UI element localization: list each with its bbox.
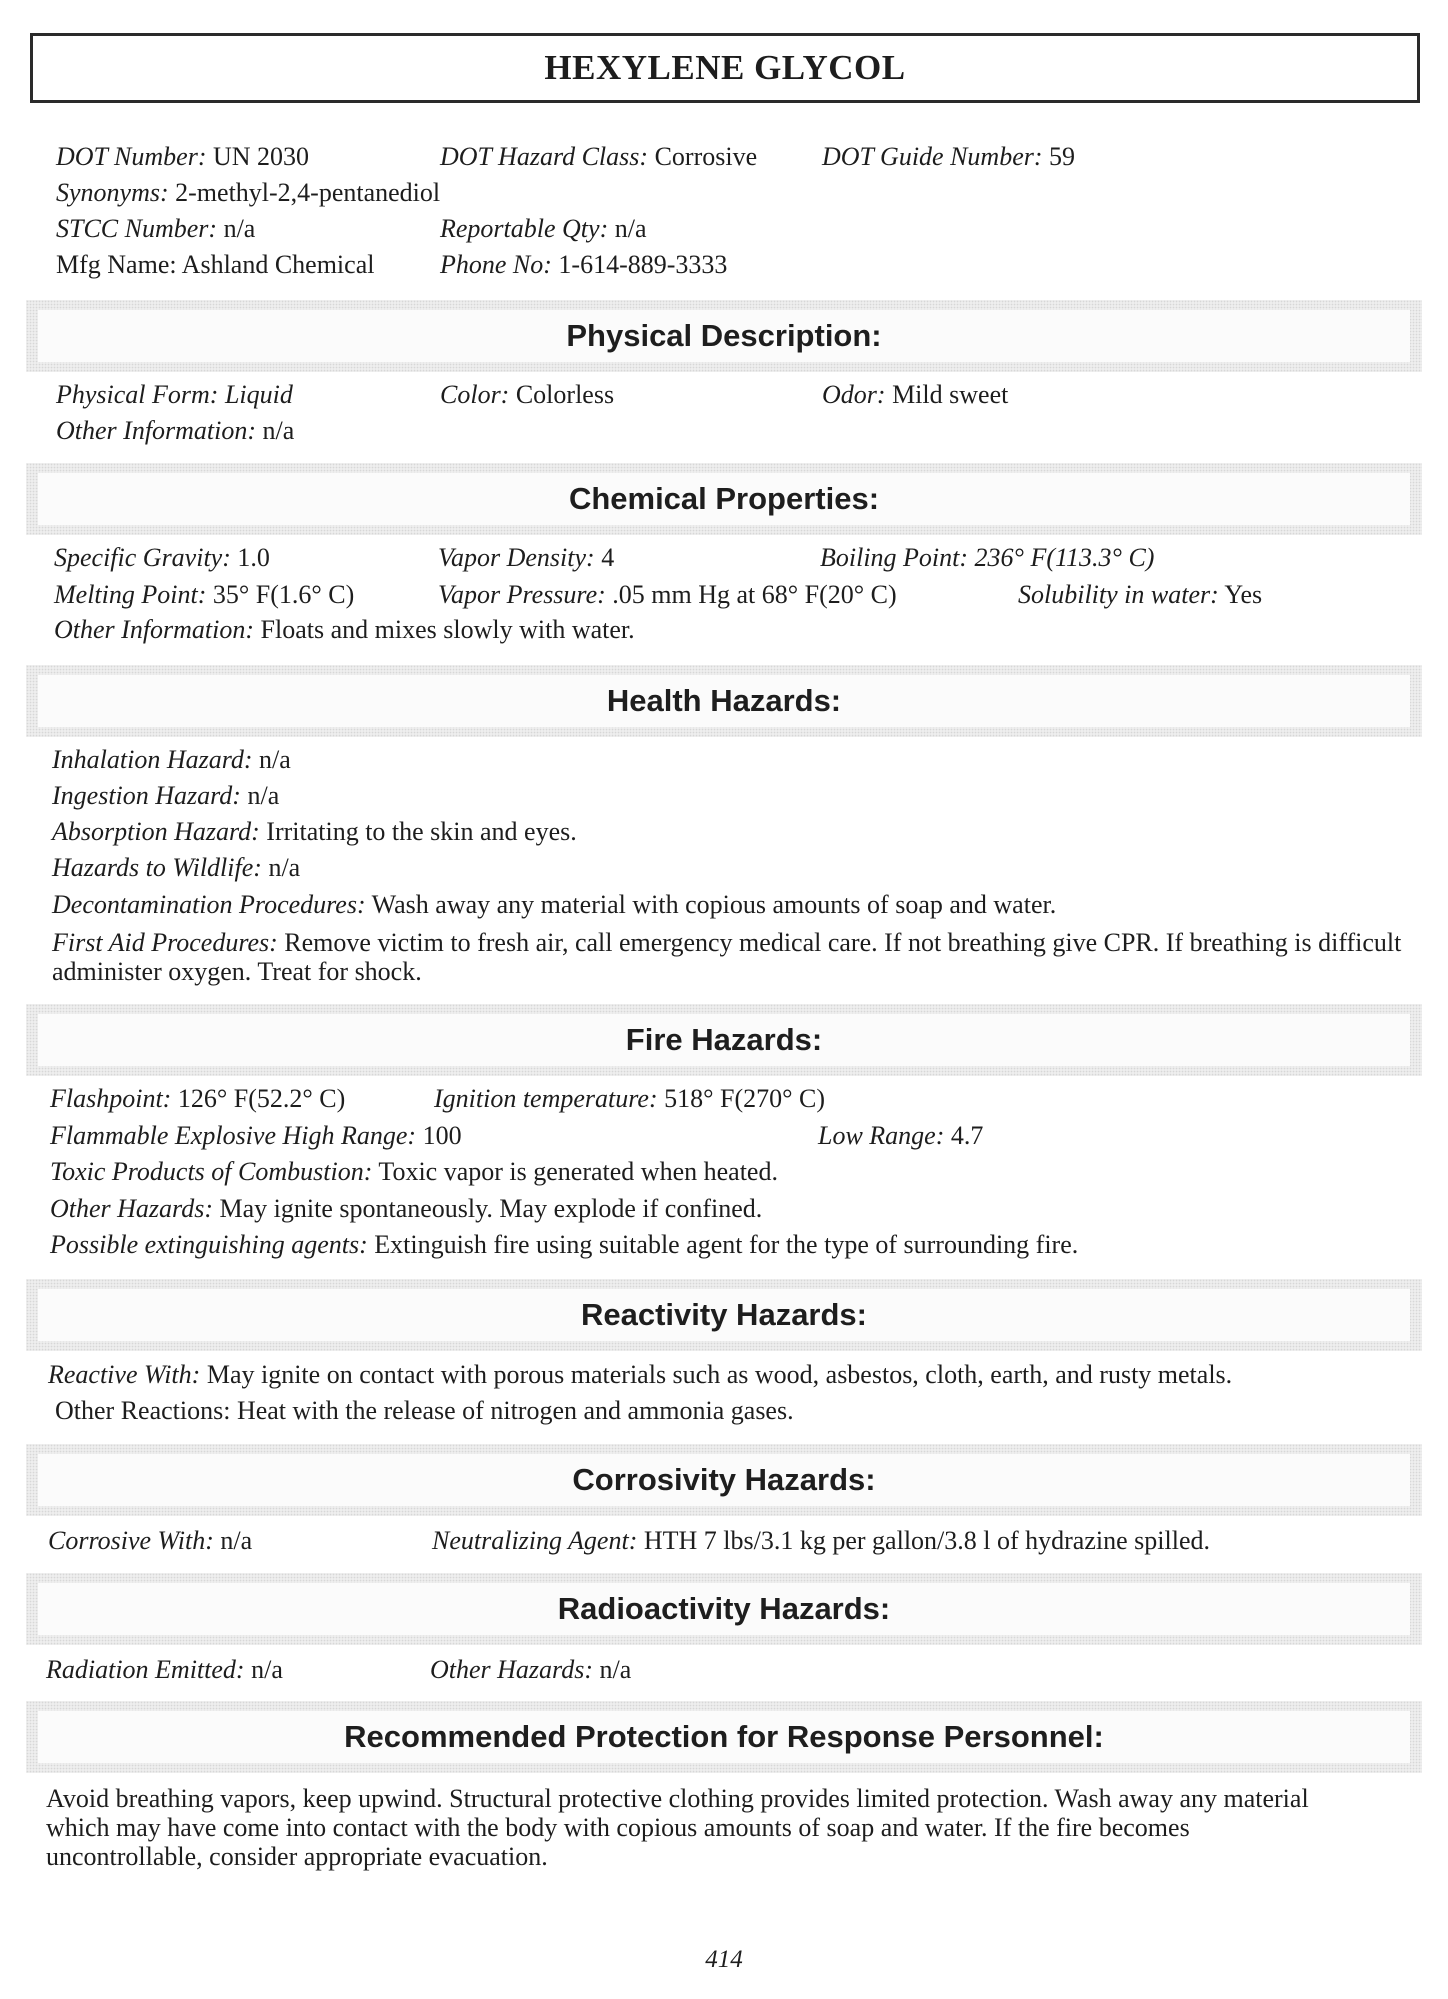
solubility-field [1018, 580, 1262, 610]
boiling-point-field [820, 543, 1154, 573]
field-label: Vapor Density: [438, 543, 595, 572]
section-title: Chemical Properties: [568, 481, 880, 516]
field-value: Ashland Chemical [181, 250, 375, 279]
extinguishing-agents-field [50, 1230, 1078, 1260]
dot-number-field [56, 142, 309, 172]
color-field [440, 380, 614, 410]
section-title: Reactivity Hazards: [580, 1297, 867, 1332]
field-value: UN 2030 [212, 142, 310, 171]
field-label: Flammable Explosive High Range: [50, 1121, 417, 1150]
field-value: 1.0 [237, 543, 270, 572]
field-value: 4.7 [950, 1121, 984, 1150]
field-value: 59 [1049, 142, 1076, 171]
dot-hazard-class-field [440, 142, 757, 172]
field-value: .05 mm Hg at 68° F(20° C) [612, 580, 897, 609]
field-label: Ignition temperature: [434, 1084, 658, 1113]
wildlife-field [52, 853, 300, 883]
section-title: Corrosivity Hazards: [572, 1462, 876, 1497]
section-header-protection [26, 1701, 1422, 1773]
field-label: Possible extinguishing agents: [50, 1230, 368, 1259]
field-value: 2-methyl-2,4-pentanediol [175, 178, 441, 207]
field-value: n/a [599, 1655, 632, 1684]
section-title: Physical Description: [566, 318, 882, 353]
field-value: Extinguish fire using suitable agent for the type of surrounding fire. [374, 1230, 1079, 1259]
field-value: Heat with the release of nitrogen and ammonia gases. [236, 1396, 794, 1425]
section-title: Recommended Protection for Response Personnel: [344, 1719, 1104, 1754]
section-header-health [26, 665, 1422, 737]
field-value: n/a [268, 853, 301, 882]
field-value: HTH 7 lbs/3.1 kg per gallon/3.8 l of hydrazine spilled. [643, 1526, 1210, 1555]
odor-field [822, 380, 1008, 410]
vapor-density-field [438, 543, 614, 573]
title-box [30, 33, 1420, 103]
low-range-field [818, 1121, 983, 1151]
synonyms-field [56, 178, 440, 208]
field-label: Hazards to Wildlife: [52, 853, 262, 882]
field-label: Radiation Emitted: [46, 1655, 245, 1684]
field-value: Irritating to the skin and eyes. [266, 817, 577, 846]
reactive-with-field [48, 1360, 1232, 1390]
field-value: Corrosive [654, 142, 758, 171]
section-header-corrosivity [26, 1444, 1422, 1516]
field-value: Liquid [224, 380, 293, 409]
field-label: Vapor Pressure: [438, 580, 606, 609]
document-title: HEXYLENE GLYCOL [544, 48, 906, 87]
field-value: n/a [614, 214, 647, 243]
field-label: Other Information: [54, 615, 255, 644]
other-reactions-field [55, 1396, 794, 1426]
section-header-reactivity [26, 1279, 1422, 1351]
specific-gravity-field [54, 543, 270, 573]
field-label: Toxic Products of Combustion: [50, 1157, 373, 1186]
corrosive-with-field [48, 1526, 252, 1556]
melting-point-field [54, 580, 354, 610]
field-label: Boiling Point: [820, 543, 969, 572]
field-label: Other Hazards: [430, 1655, 593, 1684]
field-value: 35° F(1.6° C) [212, 580, 355, 609]
radioactivity-other-hazards-field [430, 1655, 631, 1685]
field-value: 126° F(52.2° C) [177, 1084, 346, 1113]
ignition-temperature-field [434, 1084, 825, 1114]
field-label: Odor: [822, 380, 886, 409]
vapor-pressure-field [438, 580, 897, 610]
field-label: Decontamination Procedures: [52, 890, 366, 919]
toxic-products-field [50, 1157, 778, 1187]
phone-no-field [440, 250, 727, 280]
field-value: Floats and mixes slowly with water. [260, 615, 635, 644]
physical-form-field [56, 380, 293, 410]
field-label: Other Reactions: [55, 1396, 231, 1425]
field-value: Colorless [515, 380, 615, 409]
field-label: Mfg Name: [56, 250, 177, 279]
field-label: Specific Gravity: [54, 543, 231, 572]
high-range-field [50, 1121, 462, 1151]
field-value: 4 [601, 543, 615, 572]
field-label: Solubility in water: [1018, 580, 1219, 609]
field-label: Ingestion Hazard: [52, 781, 241, 810]
field-label: Other Information: [56, 416, 257, 445]
first-aid-field [52, 928, 1412, 986]
field-label: Melting Point: [54, 580, 207, 609]
section-header-physical [26, 300, 1422, 372]
field-label: DOT Hazard Class: [440, 142, 649, 171]
decontamination-field [52, 890, 1056, 920]
chemical-other-field [54, 615, 635, 645]
neutralizing-agent-field [432, 1526, 1210, 1556]
field-label: Other Hazards: [50, 1194, 213, 1223]
inhalation-field [52, 745, 291, 775]
field-value: Wash away any material with copious amounts of soap and water. [371, 890, 1057, 919]
field-label: Neutralizing Agent: [432, 1526, 638, 1555]
field-label: Reportable Qty: [440, 214, 609, 243]
field-value: May ignite spontaneously. May explode if confined. [219, 1194, 763, 1223]
field-value: Toxic vapor is generated when heated. [378, 1157, 778, 1186]
field-value: n/a [223, 214, 256, 243]
section-title: Radioactivity Hazards: [557, 1591, 891, 1626]
reportable-qty-field [440, 214, 647, 244]
field-label: Physical Form: [56, 380, 219, 409]
field-value: 1-614-889-3333 [558, 250, 728, 279]
field-value: 236° F(113.3° C) [974, 543, 1155, 572]
field-value: n/a [262, 416, 295, 445]
physical-other-field [56, 416, 294, 446]
field-label: DOT Number: [56, 142, 207, 171]
field-label: STCC Number: [56, 214, 218, 243]
ingestion-field [52, 781, 279, 811]
field-value: n/a [259, 745, 291, 774]
field-label: Synonyms: [56, 178, 169, 207]
field-value: n/a [251, 1655, 283, 1684]
section-header-fire [26, 1004, 1422, 1076]
field-label: Reactive With: [48, 1360, 201, 1389]
radiation-emitted-field [46, 1655, 283, 1685]
field-value: Mild sweet [892, 380, 1009, 409]
field-value: Remove victim to fresh air, call emergency medical care. If not breathing give CPR. If breathing is difficult administer oxygen. Treat for shock. [52, 928, 1402, 986]
field-value: 518° F(270° C) [664, 1084, 826, 1113]
field-label: Phone No: [440, 250, 552, 279]
field-label: Inhalation Hazard: [52, 745, 253, 774]
flashpoint-field [50, 1084, 345, 1114]
field-value: n/a [220, 1526, 253, 1555]
field-label: Absorption Hazard: [52, 817, 260, 846]
field-label: Color: [440, 380, 510, 409]
field-value: May ignite on contact with porous materials such as wood, asbestos, cloth, earth, and rusty metals. [206, 1360, 1233, 1389]
absorption-field [52, 817, 577, 847]
field-label: Low Range: [818, 1121, 945, 1150]
section-title: Health Hazards: [606, 683, 842, 718]
section-header-chemical [26, 463, 1422, 535]
field-value: n/a [247, 781, 280, 810]
section-header-radioactivity [26, 1573, 1422, 1645]
field-value: 100 [422, 1121, 462, 1150]
mfg-name-field [56, 250, 374, 280]
field-label: DOT Guide Number: [822, 142, 1043, 171]
protection-text: Avoid breathing vapors, keep upwind. Structural protective clothing provides limited protection. Wash away any material which may have come into contact with the body with copious amounts of soap and water. If the fire becomes uncontrollable, consider appropriate evacuation. [46, 1784, 1309, 1871]
page-number: 414 [705, 1946, 743, 1973]
dot-guide-number-field [822, 142, 1075, 172]
stcc-number-field [56, 214, 255, 244]
section-title: Fire Hazards: [625, 1022, 823, 1057]
field-label: Corrosive With: [48, 1526, 214, 1555]
field-label: First Aid Procedures: [52, 928, 278, 957]
field-label: Flashpoint: [50, 1084, 172, 1113]
field-value: Yes [1224, 580, 1263, 609]
fire-other-hazards-field [50, 1194, 762, 1224]
